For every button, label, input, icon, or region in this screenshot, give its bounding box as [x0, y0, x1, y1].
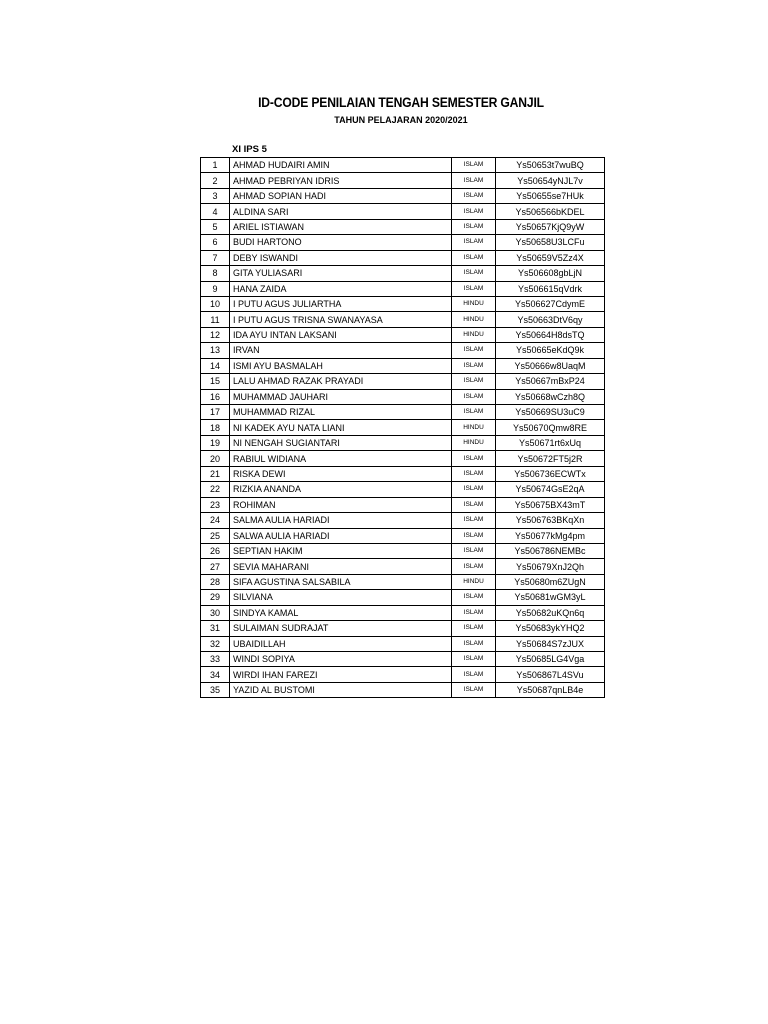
student-religion: ISLAM — [452, 451, 496, 466]
student-religion: ISLAM — [452, 219, 496, 234]
student-row — [201, 667, 605, 682]
student-religion: HINDU — [452, 574, 496, 589]
student-id-code: Ys50675BX43mT — [496, 497, 605, 512]
student-number: 32 — [201, 636, 230, 651]
student-religion: ISLAM — [452, 466, 496, 481]
student-row — [201, 327, 605, 342]
student-number: 1 — [201, 158, 230, 173]
student-name: WIRDI IHAN FAREZI — [230, 667, 452, 682]
student-row — [201, 590, 605, 605]
student-name: DEBY ISWANDI — [230, 250, 452, 265]
student-id-code: Ys50667mBxP24 — [496, 374, 605, 389]
student-id-code: Ys506786NEMBc — [496, 543, 605, 558]
student-row — [201, 158, 605, 173]
student-row — [201, 235, 605, 250]
student-number: 5 — [201, 219, 230, 234]
student-name: ARIEL ISTIAWAN — [230, 219, 452, 234]
student-name: UBAIDILLAH — [230, 636, 452, 651]
student-religion: ISLAM — [452, 389, 496, 404]
student-religion: ISLAM — [452, 497, 496, 512]
student-number: 6 — [201, 235, 230, 250]
student-religion: ISLAM — [452, 590, 496, 605]
student-religion: ISLAM — [452, 235, 496, 250]
student-name: BUDI HARTONO — [230, 235, 452, 250]
student-number: 19 — [201, 435, 230, 450]
student-name: SILVIANA — [230, 590, 452, 605]
student-row — [201, 250, 605, 265]
student-name: SINDYA KAMAL — [230, 605, 452, 620]
student-id-code: Ys50684S7zJUX — [496, 636, 605, 651]
student-row — [201, 188, 605, 203]
student-religion: ISLAM — [452, 482, 496, 497]
student-id-code: Ys50666w8UaqM — [496, 358, 605, 373]
student-religion: ISLAM — [452, 374, 496, 389]
student-id-code: Ys50659V5Zz4X — [496, 250, 605, 265]
student-name: WINDI SOPIYA — [230, 652, 452, 667]
student-name: SEVIA MAHARANI — [230, 559, 452, 574]
student-number: 17 — [201, 405, 230, 420]
student-number: 12 — [201, 327, 230, 342]
student-name: ALDINA SARI — [230, 204, 452, 219]
student-row — [201, 652, 605, 667]
student-id-code: Ys50658U3LCFu — [496, 235, 605, 250]
student-religion: ISLAM — [452, 188, 496, 203]
student-religion: ISLAM — [452, 559, 496, 574]
student-row — [201, 513, 605, 528]
student-name: RABIUL WIDIANA — [230, 451, 452, 466]
student-number: 21 — [201, 466, 230, 481]
student-number: 35 — [201, 682, 230, 697]
student-religion: ISLAM — [452, 250, 496, 265]
student-religion: ISLAM — [452, 158, 496, 173]
student-number: 16 — [201, 389, 230, 404]
student-religion: ISLAM — [452, 204, 496, 219]
document-title: ID-CODE PENILAIAN TENGAH SEMESTER GANJIL — [258, 95, 544, 110]
student-row — [201, 636, 605, 651]
student-name: GITA YULIASARI — [230, 266, 452, 281]
student-name: MUHAMMAD RIZAL — [230, 405, 452, 420]
student-religion: HINDU — [452, 420, 496, 435]
student-name: IDA AYU INTAN LAKSANI — [230, 327, 452, 342]
student-id-code: Ys506867L4SVu — [496, 667, 605, 682]
student-id-code: Ys50680m6ZUgN — [496, 574, 605, 589]
student-row — [201, 266, 605, 281]
student-religion: HINDU — [452, 327, 496, 342]
student-id-code: Ys50665eKdQ9k — [496, 343, 605, 358]
student-row — [201, 451, 605, 466]
student-id-code: Ys50672FT5j2R — [496, 451, 605, 466]
student-number: 25 — [201, 528, 230, 543]
student-name: SIFA AGUSTINA SALSABILA — [230, 574, 452, 589]
student-religion: ISLAM — [452, 667, 496, 682]
student-row — [201, 466, 605, 481]
student-id-code: Ys50670Qmw8RE — [496, 420, 605, 435]
student-religion: ISLAM — [452, 621, 496, 636]
student-name: AHMAD HUDAIRI AMIN — [230, 158, 452, 173]
student-number: 33 — [201, 652, 230, 667]
student-row — [201, 204, 605, 219]
student-number: 23 — [201, 497, 230, 512]
student-number: 27 — [201, 559, 230, 574]
student-religion: ISLAM — [452, 528, 496, 543]
student-id-code: Ys50685LG4Vga — [496, 652, 605, 667]
student-number: 26 — [201, 543, 230, 558]
student-name: NI KADEK AYU NATA LIANI — [230, 420, 452, 435]
student-row — [201, 358, 605, 373]
student-row — [201, 574, 605, 589]
student-number: 11 — [201, 312, 230, 327]
student-religion: ISLAM — [452, 513, 496, 528]
student-row — [201, 405, 605, 420]
student-id-code: Ys50663DtV6qy — [496, 312, 605, 327]
student-name: AHMAD PEBRIYAN IDRIS — [230, 173, 452, 188]
student-number: 28 — [201, 574, 230, 589]
student-name: SALMA AULIA HARIADI — [230, 513, 452, 528]
student-number: 3 — [201, 188, 230, 203]
student-id-code: Ys50681wGM3yL — [496, 590, 605, 605]
student-row — [201, 435, 605, 450]
student-number: 24 — [201, 513, 230, 528]
student-row — [201, 420, 605, 435]
student-id-code: Ys506763BKqXn — [496, 513, 605, 528]
student-number: 9 — [201, 281, 230, 296]
student-number: 10 — [201, 296, 230, 311]
student-row — [201, 497, 605, 512]
student-number: 2 — [201, 173, 230, 188]
student-name: IRVAN — [230, 343, 452, 358]
student-religion: ISLAM — [452, 682, 496, 697]
student-name: SEPTIAN HAKIM — [230, 543, 452, 558]
student-id-code: Ys50682uKQn6q — [496, 605, 605, 620]
student-id-code: Ys50654yNJL7v — [496, 173, 605, 188]
student-religion: HINDU — [452, 435, 496, 450]
student-number: 22 — [201, 482, 230, 497]
academic-year-subtitle: TAHUN PELAJARAN 2020/2021 — [334, 115, 468, 125]
student-id-code: Ys50657KjQ9yW — [496, 219, 605, 234]
student-id-code: Ys506566bKDEL — [496, 204, 605, 219]
student-religion: ISLAM — [452, 636, 496, 651]
student-name: SALWA AULIA HARIADI — [230, 528, 452, 543]
student-row — [201, 543, 605, 558]
student-id-table — [200, 157, 605, 698]
student-number: 15 — [201, 374, 230, 389]
student-id-code: Ys50679XnJ2Qh — [496, 559, 605, 574]
student-religion: ISLAM — [452, 652, 496, 667]
student-id-code: Ys506615qVdrk — [496, 281, 605, 296]
student-row — [201, 173, 605, 188]
student-row — [201, 343, 605, 358]
student-name: HANA ZAIDA — [230, 281, 452, 296]
student-number: 18 — [201, 420, 230, 435]
student-row — [201, 605, 605, 620]
student-row — [201, 482, 605, 497]
student-number: 8 — [201, 266, 230, 281]
student-religion: ISLAM — [452, 281, 496, 296]
student-number: 29 — [201, 590, 230, 605]
student-row — [201, 312, 605, 327]
student-row — [201, 389, 605, 404]
student-id-code: Ys50671rt6xUq — [496, 435, 605, 450]
student-name: RISKA DEWI — [230, 466, 452, 481]
student-religion: HINDU — [452, 312, 496, 327]
class-label: XI IPS 5 — [232, 144, 267, 155]
student-row — [201, 682, 605, 697]
student-religion: ISLAM — [452, 358, 496, 373]
student-row — [201, 219, 605, 234]
student-name: SULAIMAN SUDRAJAT — [230, 621, 452, 636]
student-number: 4 — [201, 204, 230, 219]
student-id-code: Ys50674GsE2qA — [496, 482, 605, 497]
student-religion: ISLAM — [452, 543, 496, 558]
student-row — [201, 559, 605, 574]
student-number: 7 — [201, 250, 230, 265]
student-name: NI NENGAH SUGIANTARI — [230, 435, 452, 450]
student-religion: ISLAM — [452, 605, 496, 620]
student-table-body — [201, 158, 605, 698]
student-name: YAZID AL BUSTOMI — [230, 682, 452, 697]
student-id-code: Ys506627CdymE — [496, 296, 605, 311]
student-religion: ISLAM — [452, 266, 496, 281]
student-number: 31 — [201, 621, 230, 636]
student-id-code: Ys50669SU3uC9 — [496, 405, 605, 420]
student-id-code: Ys506608gbLjN — [496, 266, 605, 281]
student-id-code: Ys50664H8dsTQ — [496, 327, 605, 342]
student-name: AHMAD SOPIAN HADI — [230, 188, 452, 203]
student-number: 20 — [201, 451, 230, 466]
student-name: ISMI AYU BASMALAH — [230, 358, 452, 373]
student-id-code: Ys506736ECWTx — [496, 466, 605, 481]
student-row — [201, 528, 605, 543]
student-name: I PUTU AGUS TRISNA SWANAYASA — [230, 312, 452, 327]
student-row — [201, 296, 605, 311]
student-id-code: Ys50687qnLB4e — [496, 682, 605, 697]
student-religion: ISLAM — [452, 173, 496, 188]
student-number: 30 — [201, 605, 230, 620]
student-id-code: Ys50653t7wuBQ — [496, 158, 605, 173]
student-name: I PUTU AGUS JULIARTHA — [230, 296, 452, 311]
student-row — [201, 621, 605, 636]
student-name: LALU AHMAD RAZAK PRAYADI — [230, 374, 452, 389]
student-number: 14 — [201, 358, 230, 373]
student-row — [201, 374, 605, 389]
student-id-code: Ys50655se7HUk — [496, 188, 605, 203]
student-id-code: Ys50668wCzh8Q — [496, 389, 605, 404]
student-row — [201, 281, 605, 296]
student-religion: HINDU — [452, 296, 496, 311]
student-name: RIZKIA ANANDA — [230, 482, 452, 497]
student-number: 34 — [201, 667, 230, 682]
student-number: 13 — [201, 343, 230, 358]
student-id-code: Ys50677kMg4pm — [496, 528, 605, 543]
student-id-code: Ys50683ykYHQ2 — [496, 621, 605, 636]
student-name: ROHIMAN — [230, 497, 452, 512]
student-religion: ISLAM — [452, 343, 496, 358]
student-name: MUHAMMAD JAUHARI — [230, 389, 452, 404]
student-religion: ISLAM — [452, 405, 496, 420]
